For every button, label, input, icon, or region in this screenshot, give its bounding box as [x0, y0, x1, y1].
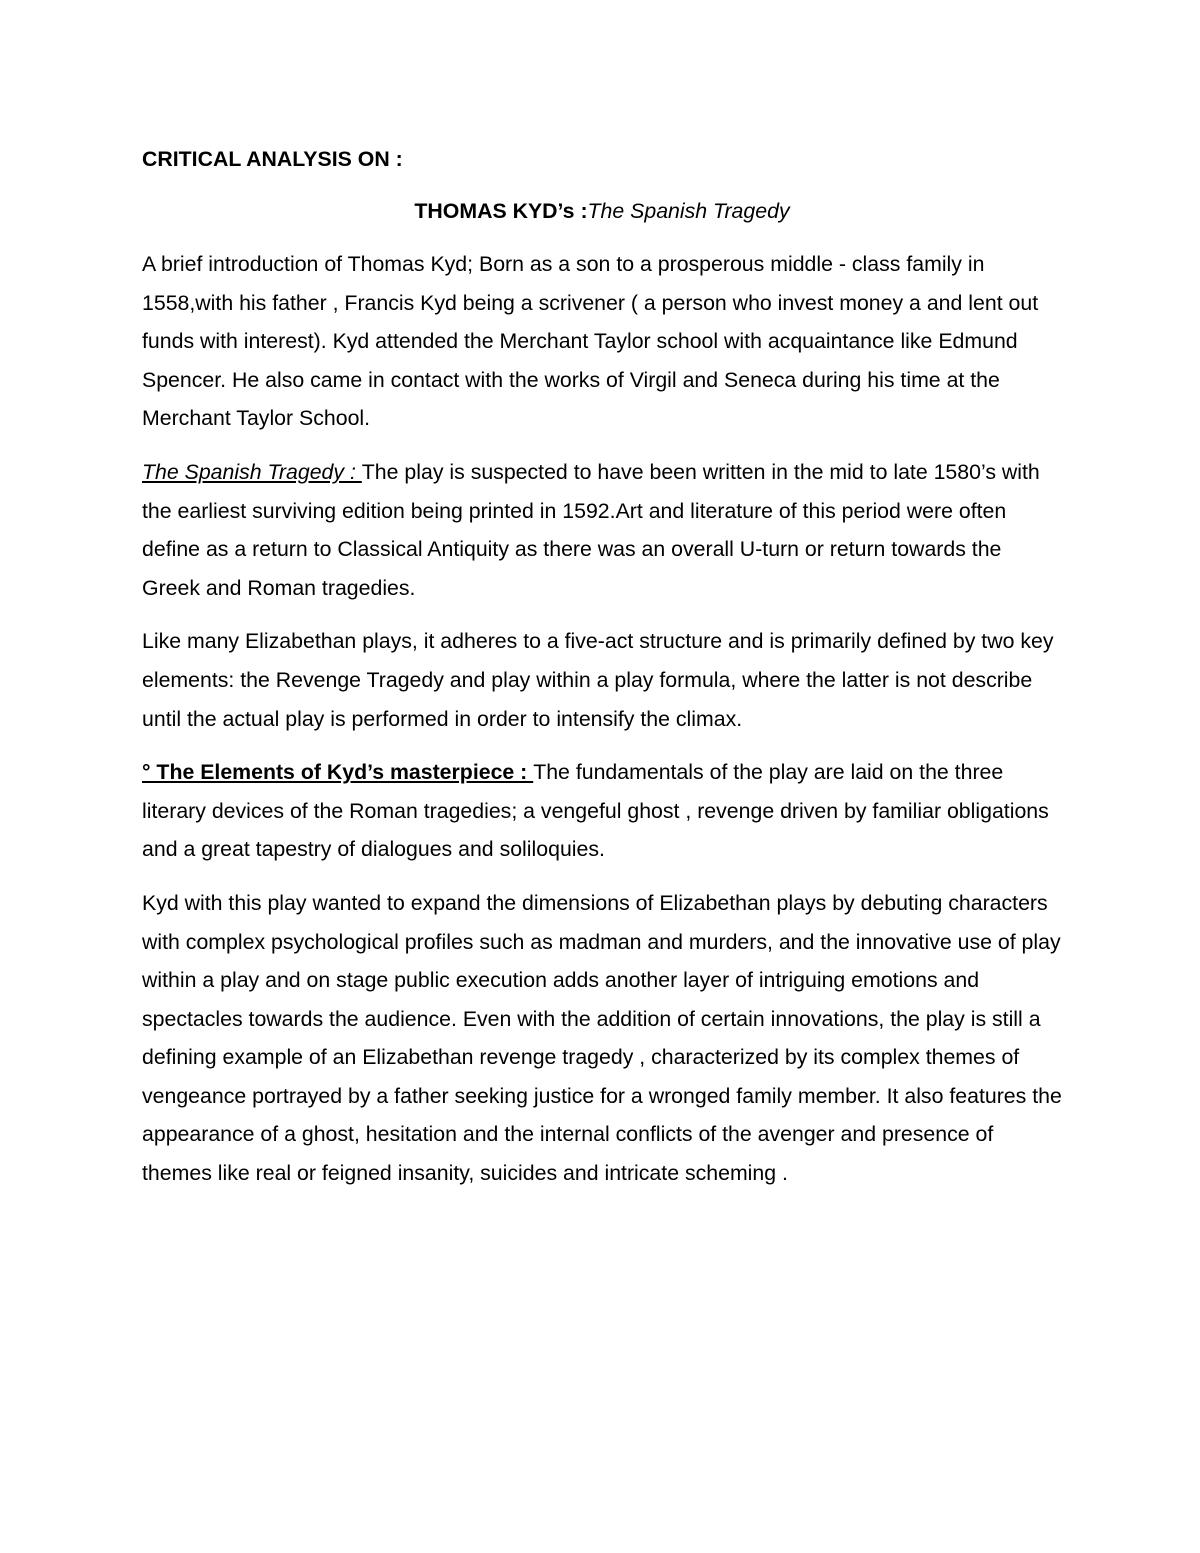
paragraph-elements [142, 753, 1062, 869]
paragraph-play-text: The play is suspected to have been written in the mid to late 1580’s with the earliest surviving edition being printed in 1592.Art and literature of this period were often define as a return to Classical Antiquity as there was an overall U-turn or return towards the Greek and Roman tragedies. [142, 459, 1040, 600]
paragraph-elements-text: The fundamentals of the play are laid on the three literary devices of the Roman tragedies; a vengeful ghost , revenge driven by familiar obligations and a great tapestry of dialogues and soliloquies. [142, 760, 1049, 862]
paragraph-innovation: Kyd with this play wanted to expand the dimensions of Elizabethan plays by debuting characters with complex psychological profiles such as madman and murders, and the innovative use of play within a play and on stage public execution adds another layer of intriguing emotions and spectacles towards the audience. Even with the addition of certain innovations, the play is still a defining example of an Elizabethan revenge tragedy , characterized by its complex themes of vengeance portrayed by a father seeking justice for a wronged family member. It also features the appearance of a ghost, hesitation and the internal conflicts of the avenger and presence of themes like real or feigned insanity, suicides and intricate scheming . [142, 890, 1062, 1186]
subtitle-work: The Spanish Tragedy [587, 199, 790, 223]
document-subtitle [142, 192, 1062, 230]
paragraph-structure: Like many Elizabethan plays, it adheres to a five-act structure and is primarily defined by two key elements: the Revenge Tragedy and play within a play formula, where the latter is not describe until the actual play is performed in order to intensify the climax. [142, 629, 1054, 731]
paragraph-play-lead: The Spanish Tragedy : [142, 459, 362, 484]
document-heading: CRITICAL ANALYSIS ON : [142, 147, 403, 171]
paragraph-intro: A brief introduction of Thomas Kyd; Born as a son to a prosperous middle - class family in 1558,with his father , Francis Kyd being a scrivener ( a person who invest money a and lent out funds with interest). Kyd attended the Merchant Taylor school with acquaintance like Edmund Spencer. He also came in contact with the works of Virgil and Seneca during his time at the Merchant Taylor School. [142, 252, 1039, 431]
paragraph-elements-lead: ° The Elements of Kyd’s masterpiece : [142, 760, 534, 785]
subtitle-author: THOMAS KYD’s : [414, 199, 588, 223]
document-body [142, 140, 1062, 1208]
paragraph-play [142, 453, 1062, 607]
